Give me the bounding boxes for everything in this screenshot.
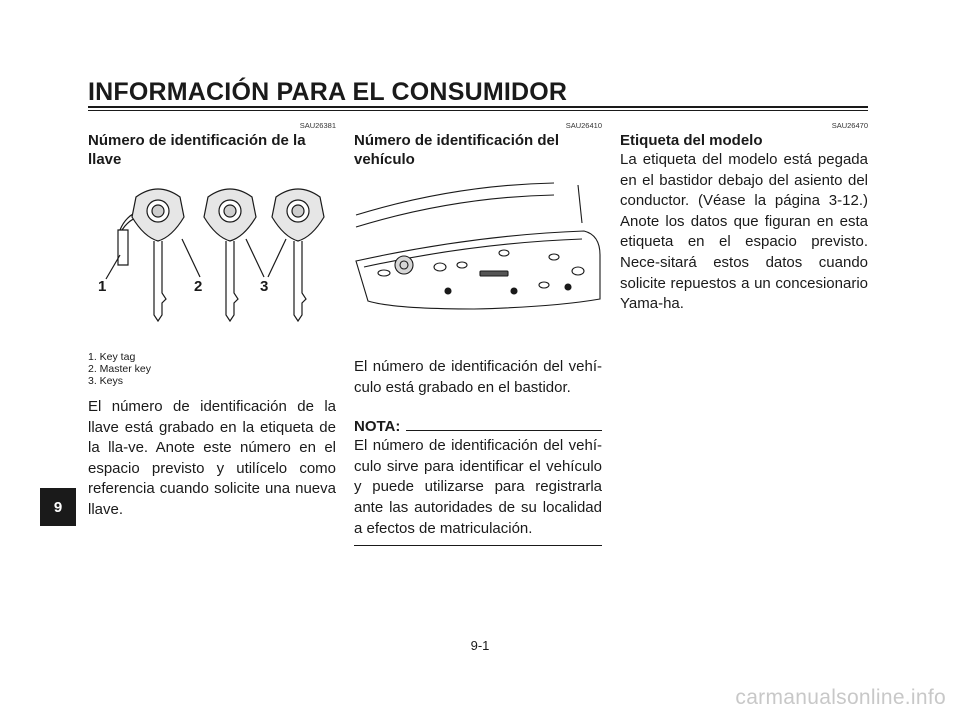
- body-paragraph: El número de identificación de la llave está grabado en la etiqueta de la lla-ve. Anote este número en el espacio previsto y utilícelo como referencia cuando solicite una nueva llave.: [88, 398, 336, 518]
- caption: 1. Key tag: [88, 351, 136, 363]
- page-title: INFORMACIÓN PARA EL CONSUMIDOR: [88, 78, 568, 106]
- title-rule: [88, 106, 868, 108]
- section-heading: Número de identificación de la llave: [88, 132, 306, 168]
- note-header: [354, 418, 602, 436]
- model-label-section: [620, 120, 868, 315]
- section-code: SAU26410: [565, 121, 602, 130]
- watermark: carmanualsonline.info: [735, 686, 946, 709]
- section-code: SAU26470: [831, 121, 868, 130]
- title-rule-thin: [88, 110, 868, 111]
- figure-label: 2: [194, 278, 203, 295]
- note-rule: [406, 430, 602, 431]
- vehicle-id-section: [354, 120, 602, 546]
- body-paragraph: El número de identificación del vehí-culo está grabado en el bastidor.: [354, 358, 602, 396]
- section-code: SAU26381: [299, 121, 336, 130]
- note-label: NOTA:: [354, 418, 401, 436]
- caption: 2. Master key: [88, 363, 152, 375]
- chapter-tab: 9: [40, 488, 76, 526]
- section-heading: Número de identificación del vehículo: [354, 132, 560, 168]
- section-heading: Etiqueta del modelo: [620, 132, 763, 149]
- body-paragraph: La etiqueta del modelo está pegada en el bastidor debajo del asiento del conductor. (Véase la página 3-12.) Anote los datos que figuran en esta etiqueta en el espacio previsto. Nece-sitará estos datos cuando solicite repuestos a un concesionario Yama-ha.: [620, 151, 868, 313]
- figure-label: 1: [98, 278, 107, 295]
- note-end-rule: [354, 545, 602, 546]
- note-text: El número de identificación del vehí-culo sirve para identificar el vehículo y puede utilizarse para registrarla ante las autoridades de su localidad a efectos de matriculación.: [354, 437, 602, 537]
- figure-label: 3: [260, 278, 269, 295]
- keys-illustration: [88, 175, 336, 335]
- caption: 3. Keys: [88, 375, 124, 387]
- figure-captions: [88, 351, 336, 387]
- frame-illustration: [354, 175, 602, 315]
- page-number: 9-1: [470, 638, 490, 653]
- key-id-section: [88, 120, 336, 521]
